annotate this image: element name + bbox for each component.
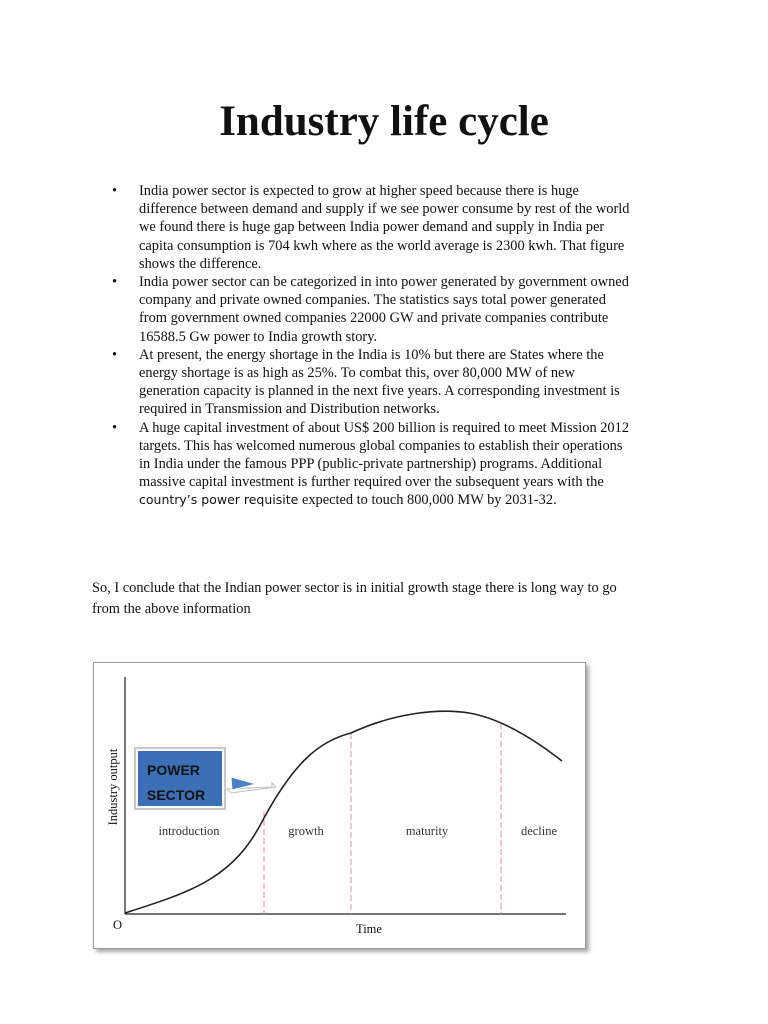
bullet-item: • A huge capital investment of about US$ 200 billion is required to meet Mission 2012 targets. This has welcomed numerous global companies to establish their operations in India under the famous PPP (public-private partnership) programs. Additional massive capital investment is further required over the subsequent years with the country’s power requisite expected to touch 800,000 MW by 2031-32. bbox=[108, 419, 673, 510]
bullet-item: • India power sector can be categorized in into power generated by government owned company and private owned companies. The statistics says total power generated from government owned companies 22000 GW and private companies contribute 16588.5 Gw power to India growth story. bbox=[112, 274, 629, 345]
conclusion-paragraph: So, I conclude that the Indian power sector is in initial growth stage there is long way to go from the above information bbox=[92, 580, 617, 617]
life-cycle-figure bbox=[93, 662, 586, 949]
life-cycle-diagram bbox=[94, 663, 585, 948]
callout-line-1: POWER bbox=[147, 762, 200, 778]
bullet-list bbox=[108, 182, 673, 510]
y-axis-label: Industry output bbox=[106, 748, 120, 826]
bullet-item: • At present, the energy shortage in the India is 10% but there are States where the energy shortage is as high as 25%. To combat this, over 80,000 MW of new generation capacity is planned in the next five years. A corresponding investment is required in Transmission and Distribution networks. bbox=[112, 346, 620, 418]
bullet-last-line: country’s power requisite expected to touch 800,000 MW by 2031-32. bbox=[139, 492, 557, 509]
origin-label: O bbox=[113, 918, 123, 932]
page-title: Industry life cycle bbox=[219, 98, 549, 145]
bullet-dot-icon: • bbox=[112, 274, 118, 291]
stage-label-introduction: introduction bbox=[158, 824, 220, 838]
x-axis-label: Time bbox=[356, 922, 382, 936]
bullet-dot-icon: • bbox=[112, 346, 118, 363]
stage-label-maturity: maturity bbox=[405, 824, 449, 838]
bullet-dot-icon: • bbox=[112, 183, 118, 199]
bullet-item: • India power sector is expected to grow at higher speed because there is huge difference between demand and supply if we see power consume by rest of the world we found there is huge gap between India power demand and supply in India per capita consumption is 704 kwh where as the world average is 2300 kwh. That figure shows the difference. bbox=[112, 183, 630, 272]
life-cycle-curve bbox=[125, 711, 562, 913]
stage-label-growth: growth bbox=[288, 824, 324, 838]
callout-line-2: SECTOR bbox=[147, 787, 206, 803]
stage-label-decline: decline bbox=[520, 824, 558, 838]
bullet-dot-icon: • bbox=[112, 419, 118, 436]
